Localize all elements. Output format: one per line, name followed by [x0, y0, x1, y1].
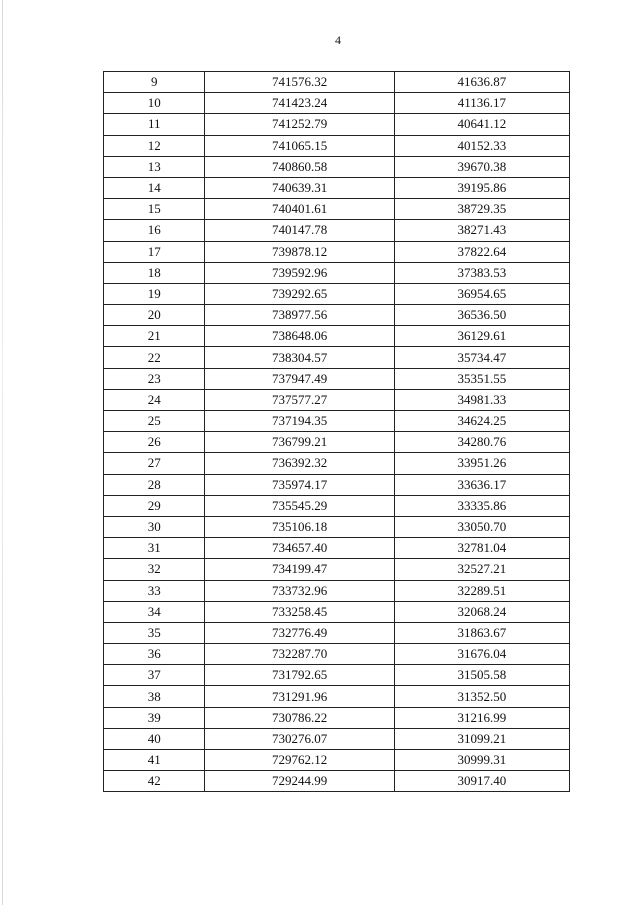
y-coordinate-cell: 37822.64 [394, 241, 569, 262]
y-coordinate-cell: 41136.17 [394, 93, 569, 114]
point-number-cell: 38 [104, 686, 205, 707]
table-row [104, 432, 570, 453]
table-row [104, 644, 570, 665]
x-coordinate-cell: 740860.58 [205, 156, 394, 177]
table-row [104, 622, 570, 643]
x-coordinate-cell: 737577.27 [205, 389, 394, 410]
x-coordinate-cell: 738304.57 [205, 347, 394, 368]
point-number-cell: 15 [104, 199, 205, 220]
x-coordinate-cell: 738977.56 [205, 305, 394, 326]
table-row [104, 389, 570, 410]
y-coordinate-cell: 33636.17 [394, 474, 569, 495]
x-coordinate-cell: 735106.18 [205, 516, 394, 537]
point-number-cell: 16 [104, 220, 205, 241]
x-coordinate-cell: 732287.70 [205, 644, 394, 665]
table-row [104, 156, 570, 177]
table-row [104, 453, 570, 474]
table-row [104, 495, 570, 516]
x-coordinate-cell: 738648.06 [205, 326, 394, 347]
y-coordinate-cell: 32068.24 [394, 601, 569, 622]
table-row [104, 771, 570, 792]
point-number-cell: 26 [104, 432, 205, 453]
y-coordinate-cell: 36536.50 [394, 305, 569, 326]
table-row [104, 135, 570, 156]
table-row [104, 368, 570, 389]
y-coordinate-cell: 31676.04 [394, 644, 569, 665]
x-coordinate-cell: 741423.24 [205, 93, 394, 114]
point-number-cell: 25 [104, 411, 205, 432]
table-row [104, 516, 570, 537]
x-coordinate-cell: 734199.47 [205, 559, 394, 580]
x-coordinate-cell: 741252.79 [205, 114, 394, 135]
table-row [104, 665, 570, 686]
x-coordinate-cell: 741065.15 [205, 135, 394, 156]
y-coordinate-cell: 32781.04 [394, 538, 569, 559]
table-row [104, 326, 570, 347]
y-coordinate-cell: 33050.70 [394, 516, 569, 537]
table-row [104, 559, 570, 580]
point-number-cell: 21 [104, 326, 205, 347]
x-coordinate-cell: 733258.45 [205, 601, 394, 622]
point-number-cell: 11 [104, 114, 205, 135]
coordinates-table [103, 71, 570, 792]
x-coordinate-cell: 729762.12 [205, 750, 394, 771]
y-coordinate-cell: 39670.38 [394, 156, 569, 177]
point-number-cell: 22 [104, 347, 205, 368]
point-number-cell: 37 [104, 665, 205, 686]
point-number-cell: 14 [104, 177, 205, 198]
point-number-cell: 10 [104, 93, 205, 114]
y-coordinate-cell: 30999.31 [394, 750, 569, 771]
table-row [104, 538, 570, 559]
point-number-cell: 13 [104, 156, 205, 177]
point-number-cell: 30 [104, 516, 205, 537]
point-number-cell: 27 [104, 453, 205, 474]
y-coordinate-cell: 37383.53 [394, 262, 569, 283]
point-number-cell: 28 [104, 474, 205, 495]
y-coordinate-cell: 34981.33 [394, 389, 569, 410]
point-number-cell: 36 [104, 644, 205, 665]
point-number-cell: 39 [104, 707, 205, 728]
table-row [104, 114, 570, 135]
x-coordinate-cell: 733732.96 [205, 580, 394, 601]
table-row [104, 177, 570, 198]
table-row [104, 72, 570, 93]
x-coordinate-cell: 736799.21 [205, 432, 394, 453]
y-coordinate-cell: 35734.47 [394, 347, 569, 368]
y-coordinate-cell: 33335.86 [394, 495, 569, 516]
table-row [104, 305, 570, 326]
point-number-cell: 19 [104, 283, 205, 304]
point-number-cell: 33 [104, 580, 205, 601]
y-coordinate-cell: 40152.33 [394, 135, 569, 156]
point-number-cell: 41 [104, 750, 205, 771]
point-number-cell: 34 [104, 601, 205, 622]
y-coordinate-cell: 31352.50 [394, 686, 569, 707]
y-coordinate-cell: 36954.65 [394, 283, 569, 304]
x-coordinate-cell: 739592.96 [205, 262, 394, 283]
x-coordinate-cell: 731291.96 [205, 686, 394, 707]
y-coordinate-cell: 38271.43 [394, 220, 569, 241]
point-number-cell: 20 [104, 305, 205, 326]
table-row [104, 686, 570, 707]
x-coordinate-cell: 741576.32 [205, 72, 394, 93]
y-coordinate-cell: 34624.25 [394, 411, 569, 432]
scan-edge [2, 0, 3, 905]
y-coordinate-cell: 41636.87 [394, 72, 569, 93]
y-coordinate-cell: 39195.86 [394, 177, 569, 198]
point-number-cell: 42 [104, 771, 205, 792]
y-coordinate-cell: 31099.21 [394, 728, 569, 749]
table-row [104, 241, 570, 262]
x-coordinate-cell: 740401.61 [205, 199, 394, 220]
y-coordinate-cell: 31216.99 [394, 707, 569, 728]
y-coordinate-cell: 31863.67 [394, 622, 569, 643]
x-coordinate-cell: 732776.49 [205, 622, 394, 643]
y-coordinate-cell: 34280.76 [394, 432, 569, 453]
y-coordinate-cell: 32527.21 [394, 559, 569, 580]
table-row [104, 411, 570, 432]
table-row [104, 707, 570, 728]
point-number-cell: 40 [104, 728, 205, 749]
x-coordinate-cell: 734657.40 [205, 538, 394, 559]
table-row [104, 220, 570, 241]
x-coordinate-cell: 731792.65 [205, 665, 394, 686]
x-coordinate-cell: 730276.07 [205, 728, 394, 749]
table-row [104, 283, 570, 304]
x-coordinate-cell: 737194.35 [205, 411, 394, 432]
table-row [104, 93, 570, 114]
y-coordinate-cell: 40641.12 [394, 114, 569, 135]
table-row [104, 347, 570, 368]
point-number-cell: 17 [104, 241, 205, 262]
point-number-cell: 23 [104, 368, 205, 389]
table-row [104, 262, 570, 283]
point-number-cell: 31 [104, 538, 205, 559]
coordinates-table-body [104, 72, 570, 792]
x-coordinate-cell: 740639.31 [205, 177, 394, 198]
y-coordinate-cell: 31505.58 [394, 665, 569, 686]
point-number-cell: 35 [104, 622, 205, 643]
table-row [104, 474, 570, 495]
x-coordinate-cell: 739292.65 [205, 283, 394, 304]
x-coordinate-cell: 729244.99 [205, 771, 394, 792]
y-coordinate-cell: 35351.55 [394, 368, 569, 389]
point-number-cell: 18 [104, 262, 205, 283]
table-row [104, 601, 570, 622]
point-number-cell: 29 [104, 495, 205, 516]
y-coordinate-cell: 30917.40 [394, 771, 569, 792]
table-row [104, 750, 570, 771]
y-coordinate-cell: 36129.61 [394, 326, 569, 347]
point-number-cell: 24 [104, 389, 205, 410]
table-row [104, 199, 570, 220]
x-coordinate-cell: 736392.32 [205, 453, 394, 474]
x-coordinate-cell: 737947.49 [205, 368, 394, 389]
point-number-cell: 32 [104, 559, 205, 580]
x-coordinate-cell: 740147.78 [205, 220, 394, 241]
x-coordinate-cell: 735545.29 [205, 495, 394, 516]
x-coordinate-cell: 735974.17 [205, 474, 394, 495]
y-coordinate-cell: 38729.35 [394, 199, 569, 220]
point-number-cell: 12 [104, 135, 205, 156]
table-row [104, 728, 570, 749]
y-coordinate-cell: 32289.51 [394, 580, 569, 601]
x-coordinate-cell: 739878.12 [205, 241, 394, 262]
x-coordinate-cell: 730786.22 [205, 707, 394, 728]
point-number-cell: 9 [104, 72, 205, 93]
table-row [104, 580, 570, 601]
y-coordinate-cell: 33951.26 [394, 453, 569, 474]
page-number: 4 [335, 33, 341, 47]
